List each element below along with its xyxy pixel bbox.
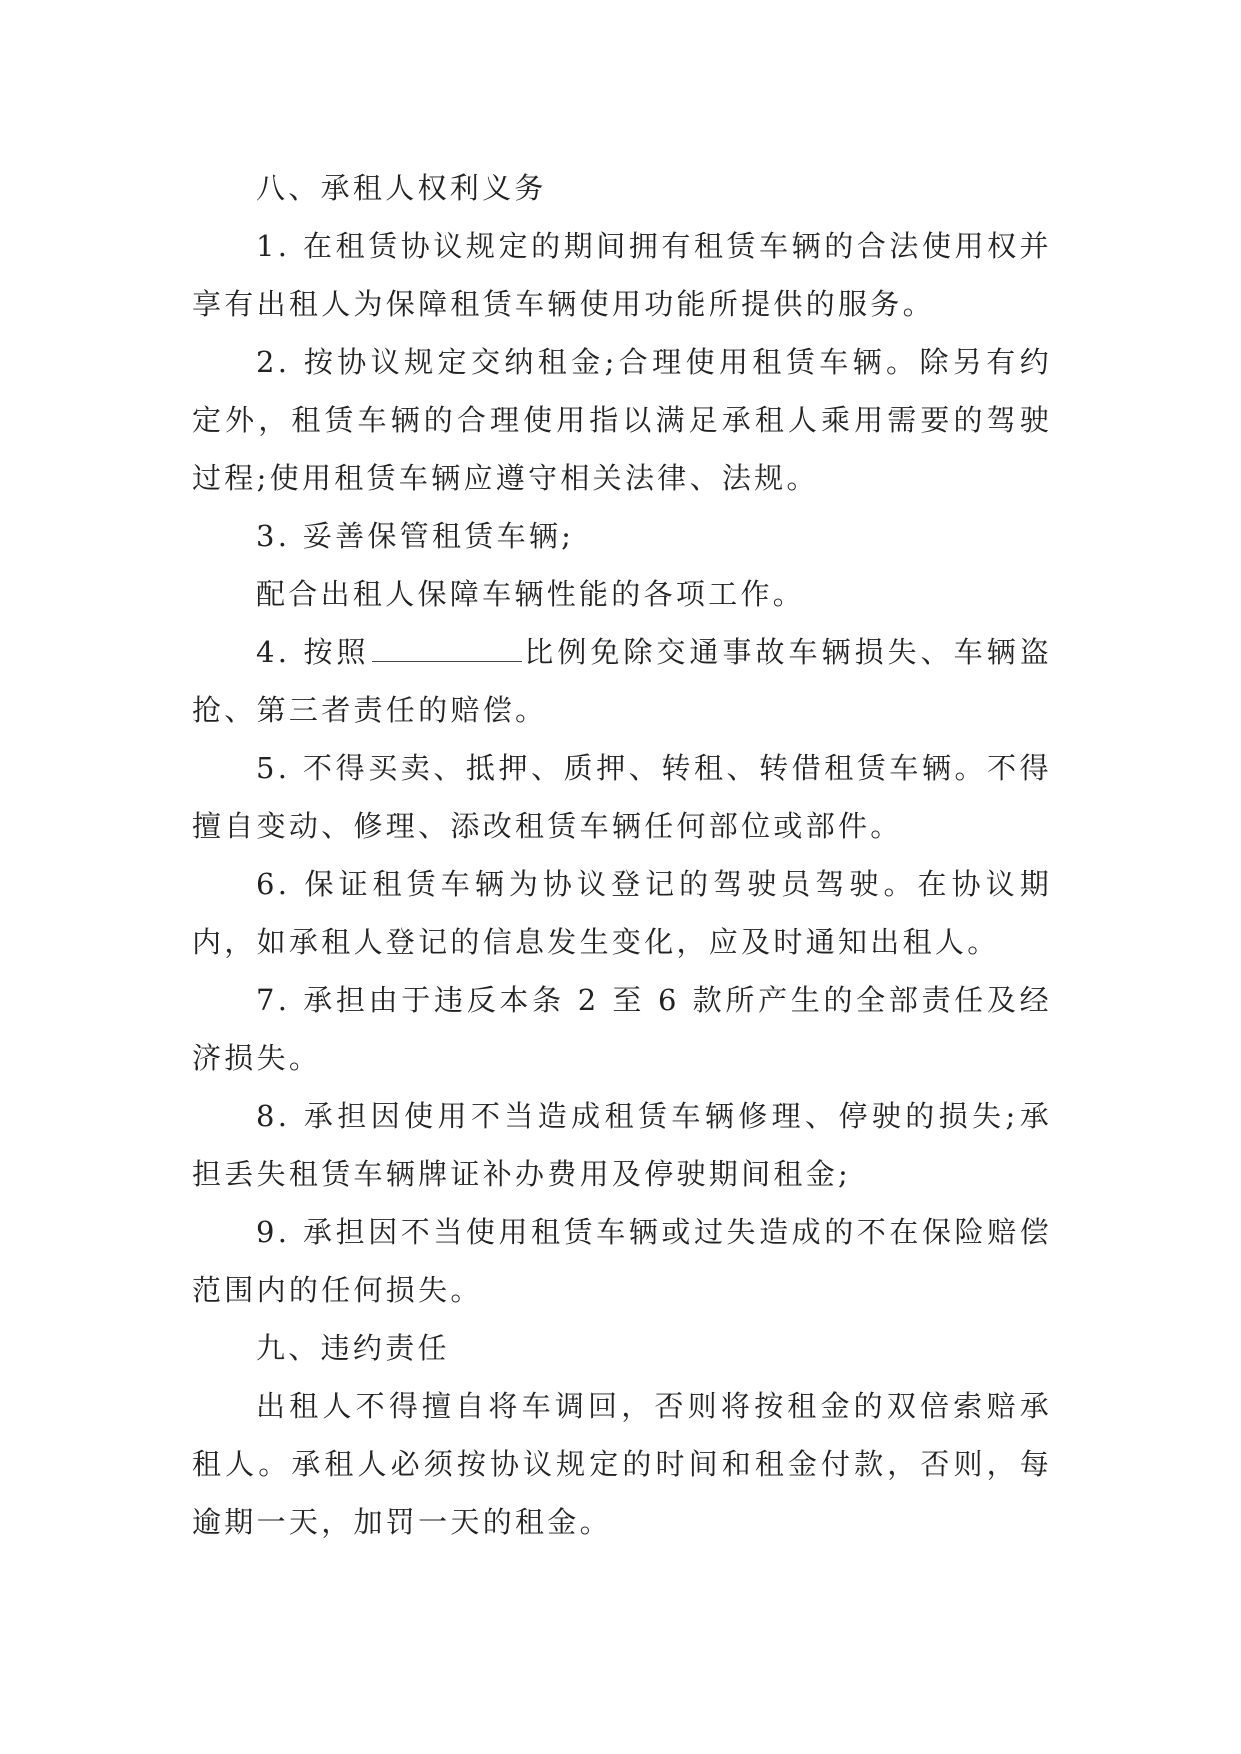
clause-paragraph: 3. 妥善保管租赁车辆; bbox=[256, 519, 575, 553]
clause-paragraph: 配合出租人保障车辆性能的各项工作。 bbox=[256, 577, 806, 611]
clause-paragraph: 5. 不得买卖、抵押、质押、转租、转借租赁车辆。不得擅自变动、修理、添改租赁车辆任何部位或部件。 bbox=[192, 751, 1052, 843]
clause-paragraph: 2. 按协议规定交纳租金;合理使用租赁车辆。除另有约定外，租赁车辆的合理使用指以满足承租人乘用需要的驾驶过程;使用租赁车辆应遵守相关法律、法规。 bbox=[192, 345, 1052, 495]
section-heading: 八、承租人权利义务 bbox=[256, 171, 547, 205]
clause-paragraph: 9. 承担因不当使用租赁车辆或过失造成的不在保险赔偿范围内的任何损失。 bbox=[192, 1215, 1052, 1307]
clause-text: 比例免除交通事故车辆损失、车辆盗抢、第三者责任的赔偿。 bbox=[192, 635, 1052, 727]
fill-in-blank bbox=[372, 660, 522, 662]
clause-paragraph: 7. 承担由于违反本条 2 至 6 款所产生的全部责任及经济损失。 bbox=[192, 983, 1052, 1075]
section-heading: 九、违约责任 bbox=[256, 1331, 450, 1365]
document-body bbox=[192, 159, 1052, 1551]
clause-paragraph bbox=[192, 623, 1052, 739]
clause-paragraph: 6. 保证租赁车辆为协议登记的驾驶员驾驶。在协议期内，如承租人登记的信息发生变化，应及时通知出租人。 bbox=[192, 867, 1052, 959]
clause-paragraph: 8. 承担因使用不当造成租赁车辆修理、停驶的损失;承担丢失租赁车辆牌证补办费用及停驶期间租金; bbox=[192, 1099, 1052, 1191]
clause-text: 4. 按照 bbox=[256, 635, 370, 669]
clause-paragraph: 出租人不得擅自将车调回，否则将按租金的双倍索赔承租人。承租人必须按协议规定的时间和租金付款，否则，每逾期一天，加罚一天的租金。 bbox=[192, 1389, 1052, 1539]
clause-paragraph: 1. 在租赁协议规定的期间拥有租赁车辆的合法使用权并享有出租人为保障租赁车辆使用功能所提供的服务。 bbox=[192, 229, 1052, 321]
